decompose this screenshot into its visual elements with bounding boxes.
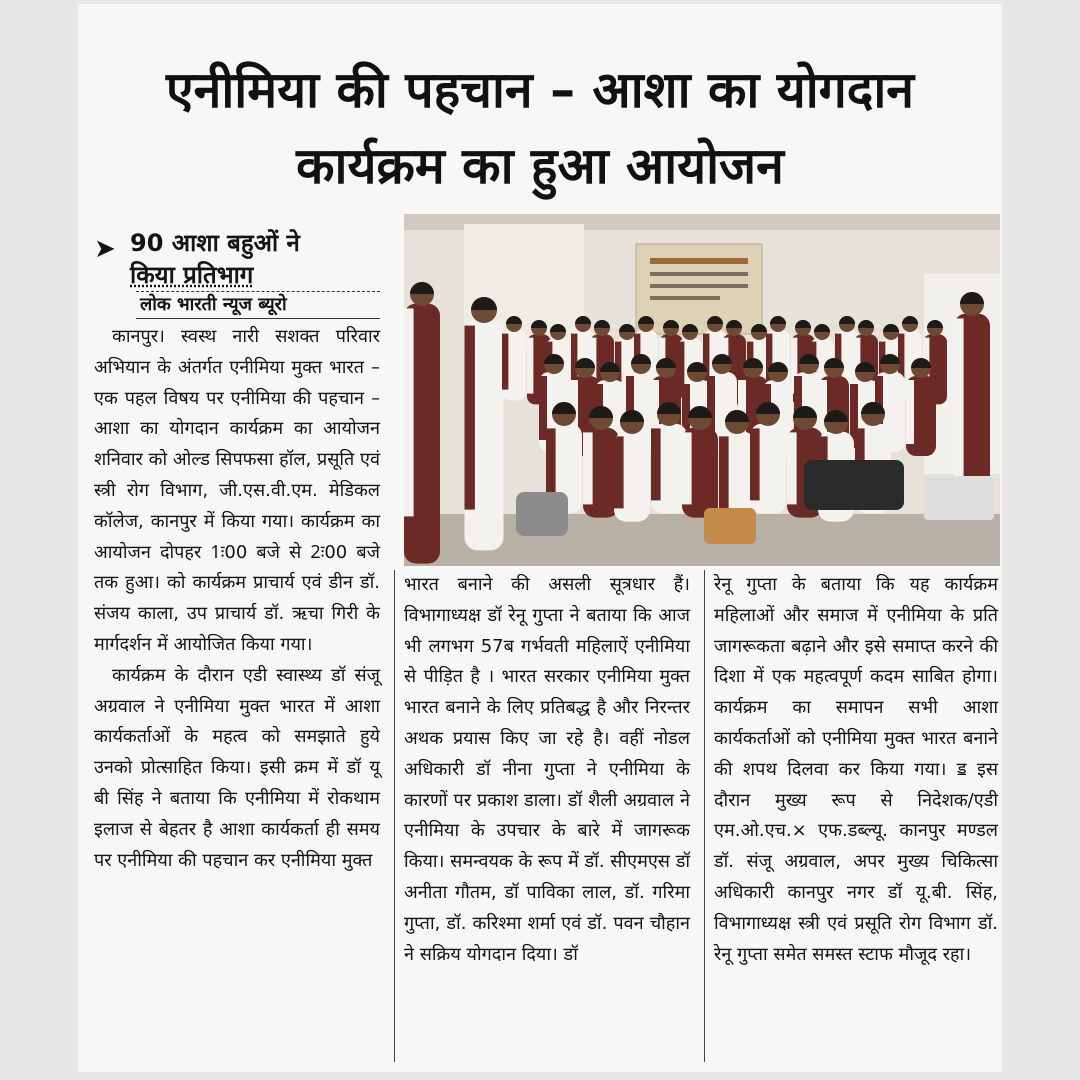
headline-line-1: एनीमिया की पहचान – आशा का योगदान xyxy=(165,61,915,119)
column-divider xyxy=(704,570,705,1062)
group-photo-illustration xyxy=(404,214,1000,566)
arrow-bullet-icon: ➤ xyxy=(94,234,116,264)
article-column-2 xyxy=(404,570,690,970)
article-column-3 xyxy=(714,570,998,970)
group-photo xyxy=(404,214,1000,566)
paragraph: कानपुर। स्वस्थ नारी सशक्त परिवार अभियान के अंतर्गत एनीमिया मुक्त भारत – एक पहल विषय पर एनीमिया की पहचान – आशा का योगदान कार्यक्रम का आयोजन शनिवार को ओल्ड सिपफसा हॉल, प्रसूति एवं स्त्री रोग विभाग, जी.एस.वी.एम. मेडिकल कॉलेज, कानपुर में किया गया। कार्यक्रम का आयोजन दोपहर 1ः00 बजे से 2ः00 बजे तक हुआ। को कार्यक्रम प्राचार्य एवं डीन डॉ. संजय काला, उप प्राचार्य डॉ. ऋचा गिरी के मार्गदर्शन में आयोजित किया गया। xyxy=(94,326,380,655)
subheadline-line-1: 90 आशा बहुओं ने xyxy=(130,229,300,257)
headline xyxy=(78,52,1002,204)
paragraph: कार्यक्रम के दौरान एडी स्वास्थ्य डॉ संजू अग्रवाल ने एनीमिया मुक्त भारत में आशा कार्यकर्ताओं के महत्व को समझाते हुये उनको प्रोत्साहित किया। इसी क्रम में डॉ यू बी सिंह ने बताया कि एनीमिया में रोकथाम इलाज से बेहतर है आशा कार्यकर्ता ही समय पर एनीमिया की पहचान कर एनीमिया मुक्त xyxy=(94,664,380,871)
article-column-1 xyxy=(94,322,380,876)
person-figure xyxy=(465,297,504,550)
subheadline-line-2: किया प्रतिभाग xyxy=(130,261,254,289)
person-figure xyxy=(404,282,440,564)
paragraph: रेनू गुप्ता के बताया कि यह कार्यक्रम महिलाओं और समाज में एनीमिया के प्रति जागरूकता बढ़ाने और इसे समाप्त करने की दिशा में एक महत्वपूर्ण कदम साबित होगा। कार्यक्रम का समापन सभी आशा कार्यकर्ताओं को एनीमिया मुक्त भारत बनाने की शपथ दिलवा कर किया गया। ॾ इस दौरान मुख्य रूप से निदेशक/एडी एम.ओ.एच.× एफ.डब्ल्यू. कानपुर मण्डल डॉ. संजू अग्रवाल, अपर मुख्य चिकित्सा अधिकारी कानपुर नगर डॉ यू.बी. सिंह, विभागाध्यक्ष स्त्री एवं प्रसूति रोग विभाग डॉ. रेनू गुप्ता समेत समस्त स्टाफ मौजूद रहा। xyxy=(714,574,998,965)
paragraph: भारत बनाने की असली सूत्रधार हैं। विभागाध्यक्ष डॉ रेनू गुप्ता ने बताया कि आज भी लगभग 57ब गर्भवती महिलाऐं एनीमिया से पीड़ित है । भारत सरकार एनीमिया मुक्त भारत बनाने के लिए प्रतिबद्ध है और निरन्तर अथक प्रयास किए जा रहे है। वहीं नोडल अधिकारी डॉ नीना गुप्ता ने एनीमिया के कारणों पर प्रकाश डाला। डॉ शैली अग्रवाल ने एनीमिया के उपचार के बारे में जागरूक किया। समन्वयक के रूप में डॉ. सीएमएस डॉ अनीता गौतम, डॉ पाविका लाल, डॉ. गरिमा गुप्ता, डॉ. करिश्मा शर्मा एवं डॉ. पवन चौहान ने सक्रिय योगदान दिया। डॉ xyxy=(404,574,690,965)
column-divider xyxy=(394,570,395,1062)
newspaper-clipping xyxy=(78,4,1002,1072)
byline: लोक भारती न्यूज ब्यूरो xyxy=(136,291,380,319)
headline-line-2: कार्यक्रम का हुआ आयोजन xyxy=(296,137,784,195)
